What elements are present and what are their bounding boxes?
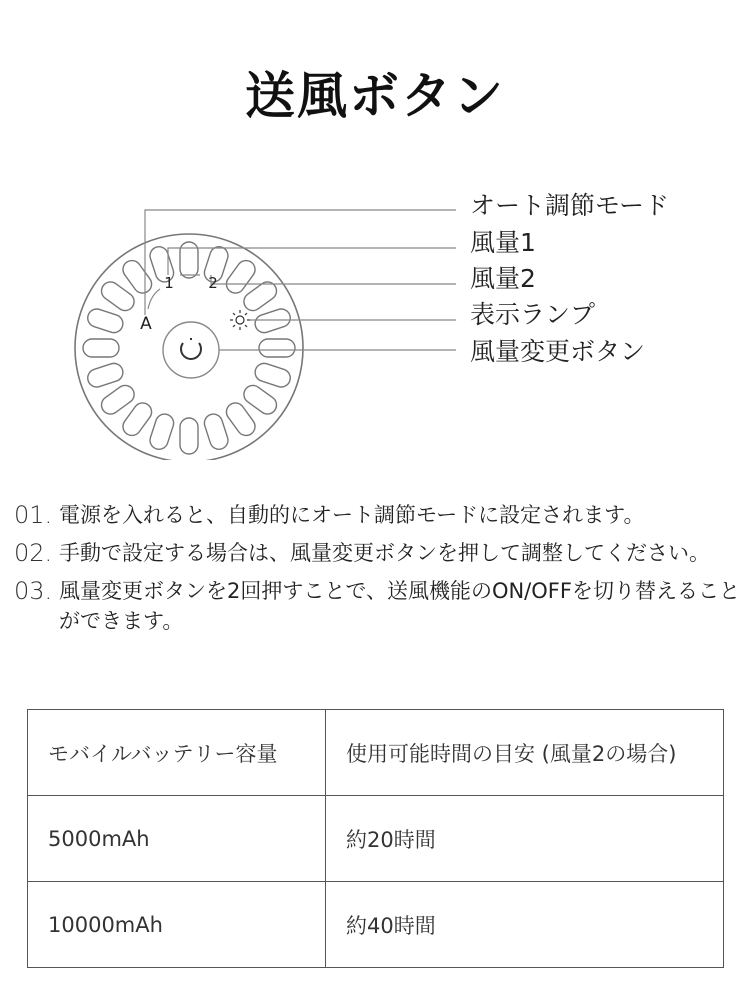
note-item (14, 500, 744, 530)
fan-speed-button[interactable] (163, 322, 219, 378)
table-cell: 5000mAh (28, 796, 326, 882)
fan-vent-slot (180, 418, 198, 454)
fan-vent-slot (253, 361, 293, 389)
notes-list (14, 500, 744, 644)
page-title: 送風ボタン (245, 67, 505, 125)
table-cell: 10000mAh (28, 882, 326, 968)
label-level1: 風量1 (470, 228, 536, 257)
fan-vent-slot (148, 412, 176, 452)
fan-vent-slot (85, 361, 125, 389)
fan-vent-slot (180, 242, 198, 278)
label-level2: 風量2 (470, 264, 536, 293)
fan-vent-slot (85, 307, 125, 335)
sun-lamp-icon (230, 310, 250, 330)
leader-line-auto (145, 210, 456, 315)
table-cell: 約40時間 (326, 882, 724, 968)
label-auto-mode: オート調節モード (470, 191, 670, 220)
fan-vent-slot (253, 307, 293, 335)
label-indicator-lamp: 表示ランプ (470, 300, 596, 329)
fan-button-diagram (0, 180, 750, 460)
dial-mark-2: 2 (208, 274, 218, 292)
table-header-capacity: モバイルバッテリー容量 (28, 710, 326, 796)
note-number: 01. (14, 501, 53, 529)
battery-spec-table (27, 709, 724, 968)
note-text: 手動で設定する場合は、風量変更ボタンを押して調整してください。 (59, 541, 710, 565)
note-number: 02. (14, 539, 53, 567)
fan-svg (0, 180, 750, 460)
note-item (14, 538, 744, 568)
dial-mark-1: 1 (164, 274, 174, 292)
table-cell: 約20時間 (326, 796, 724, 882)
table-header-runtime: 使用可能時間の目安 (風量2の場合) (326, 710, 724, 796)
fan-vent-slot (259, 339, 295, 357)
label-fan-speed-button: 風量変更ボタン (470, 337, 646, 366)
table-row (28, 796, 724, 882)
fan-vent-slot (83, 339, 119, 357)
note-text: 風量変更ボタンを2回押すことで、送風機能のON/OFFを切り替えることができます。 (59, 579, 740, 633)
mode-arc (148, 289, 160, 309)
note-text: 電源を入れると、自動的にオート調節モードに設定されます。 (59, 503, 645, 527)
dial-mark-a: A (140, 314, 152, 334)
fan-vent-slot (202, 412, 230, 452)
table-header-row (28, 710, 724, 796)
table-row (28, 882, 724, 968)
note-item (14, 576, 744, 636)
note-number: 03. (14, 577, 53, 605)
